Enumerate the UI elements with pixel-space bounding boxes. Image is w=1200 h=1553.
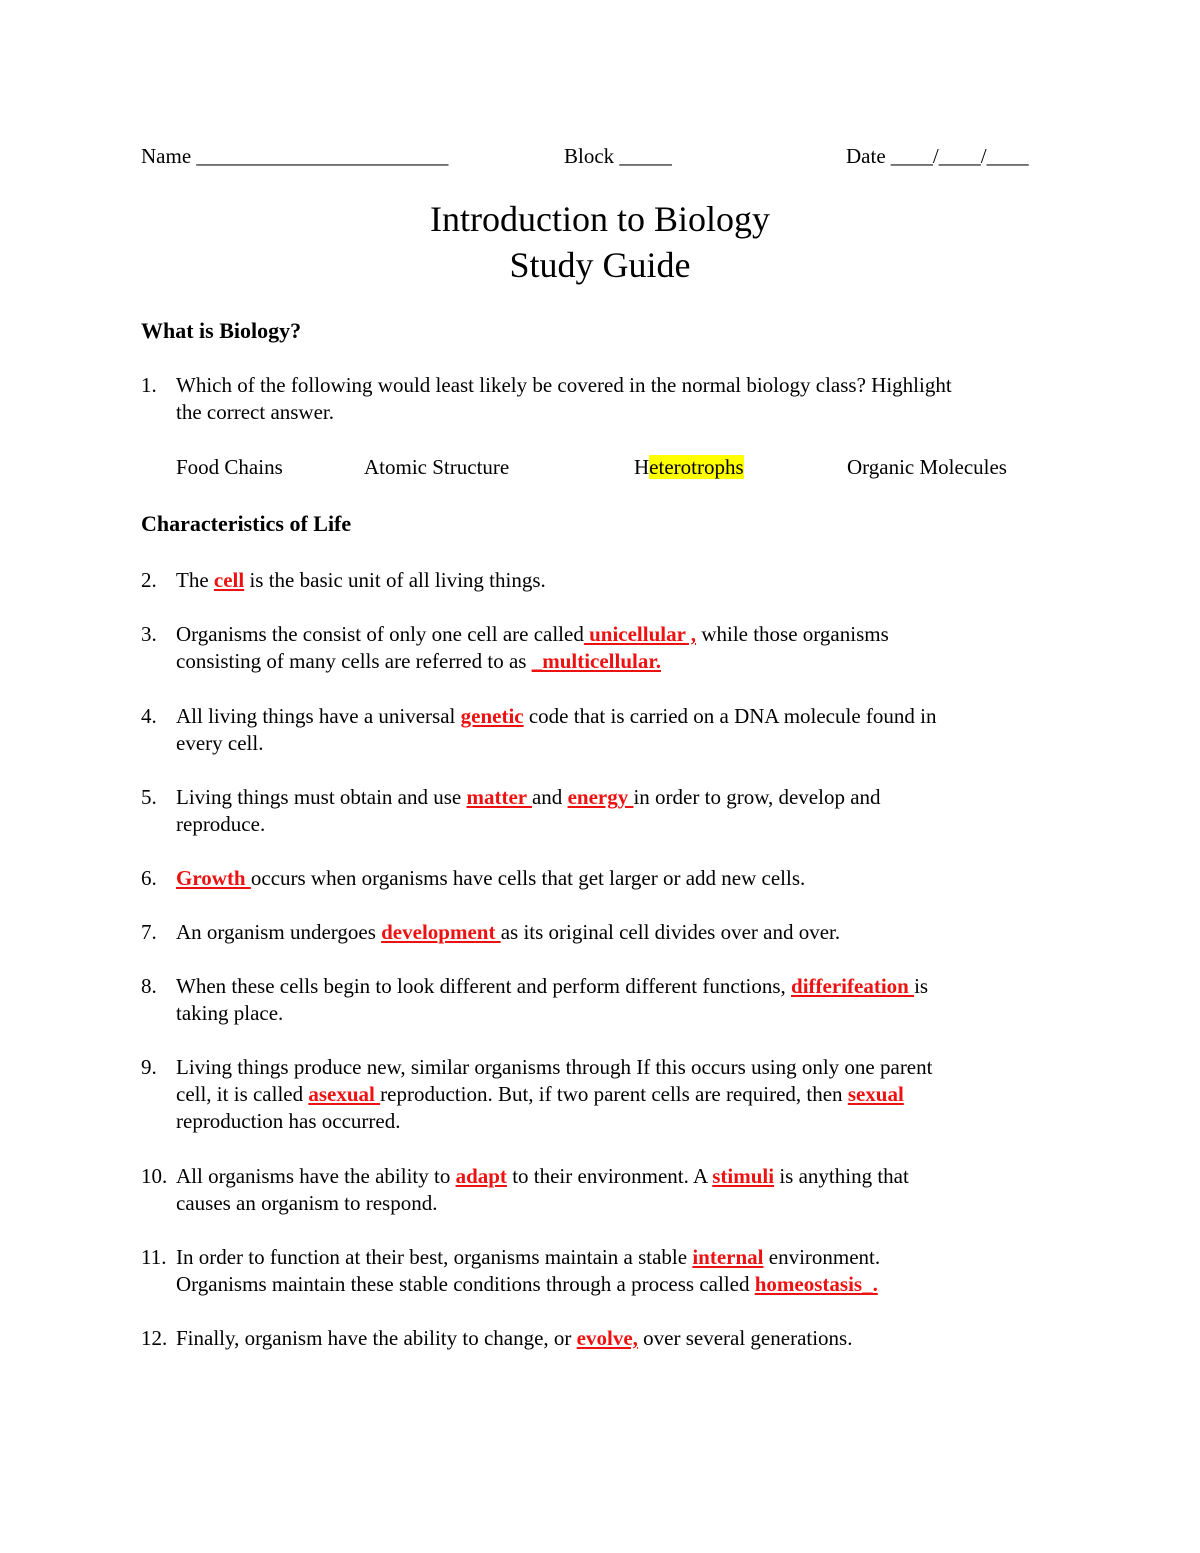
question-text: An organism undergoes — [176, 920, 382, 944]
answer-asexual: asexual — [308, 1082, 381, 1106]
answer-growth: Growth — [176, 866, 251, 890]
answer-differifeation: differifeation — [791, 974, 915, 998]
date-blank: ____/____/____ — [890, 144, 1029, 168]
answer-sexual: sexual — [847, 1082, 904, 1106]
question-text: code that is carried on a DNA molecule found in — [523, 704, 937, 728]
question-text: reproduce. — [176, 812, 266, 836]
question-number: 11. — [141, 1245, 167, 1269]
name-field — [141, 143, 448, 170]
question-text: over several generations. — [637, 1326, 853, 1350]
question-text: while those organisms — [696, 622, 889, 646]
answer-stimuli: stimuli — [712, 1164, 775, 1188]
question-text: causes an organism to respond. — [176, 1191, 438, 1215]
answer-internal: internal — [692, 1245, 764, 1269]
question-number: 9. — [141, 1055, 157, 1079]
name-label: Name — [141, 144, 192, 168]
answer-cell: cell — [213, 568, 245, 592]
answer-unicellular: unicellular , — [583, 622, 697, 646]
answer-adapt: adapt — [455, 1164, 507, 1188]
question-text: consisting of many cells are referred to as — [176, 649, 532, 673]
name-blank: ________________________ — [196, 144, 449, 168]
date-field — [846, 143, 1029, 170]
question-text: When these cells begin to look different and perform different functions, — [176, 974, 792, 998]
question-text: All living things have a universal — [176, 704, 461, 728]
question-text: In order to function at their best, organisms maintain a stable — [176, 1245, 693, 1269]
question-text: and — [531, 785, 568, 809]
question-number: 1. — [141, 373, 157, 397]
question-number: 12. — [141, 1326, 168, 1350]
question-text: the correct answer. — [176, 400, 335, 424]
option-text: H — [634, 455, 650, 479]
block-label: Block — [564, 144, 615, 168]
question-text: every cell. — [176, 731, 264, 755]
page-subtitle: Study Guide — [509, 245, 691, 285]
answer-energy: energy — [567, 785, 634, 809]
question-text: environment. — [763, 1245, 881, 1269]
question-text: taking place. — [176, 1001, 284, 1025]
answer-evolve: evolve, — [576, 1326, 638, 1350]
question-text: reproduction has occurred. — [176, 1109, 401, 1133]
page-title: Introduction to Biology — [430, 199, 770, 239]
answer-homeostasis: homeostasis_. — [754, 1272, 878, 1296]
question-number: 5. — [141, 785, 157, 809]
question-number: 10. — [141, 1164, 168, 1188]
question-text: Organisms maintain these stable conditions through a process called — [176, 1272, 755, 1296]
option-organic-molecules: Organic Molecules — [847, 455, 1007, 479]
answer-genetic: genetic — [460, 704, 524, 728]
answer-multicellular: _multicellular. — [531, 649, 662, 673]
block-blank: _____ — [619, 144, 672, 168]
question-text: cell, it is called — [176, 1082, 309, 1106]
question-text: All organisms have the ability to — [176, 1164, 456, 1188]
option-atomic-structure: Atomic Structure — [364, 455, 510, 479]
option-food-chains: Food Chains — [176, 455, 283, 479]
option-heterotrophs — [634, 454, 744, 481]
question-text: is anything that — [774, 1164, 909, 1188]
question-number: 4. — [141, 704, 157, 728]
question-number: 2. — [141, 568, 157, 592]
question-text: Organisms the consist of only one cell are called — [176, 622, 584, 646]
answer-development: development — [381, 920, 501, 944]
question-text: Finally, organism have the ability to change, or — [176, 1326, 577, 1350]
question-text: reproduction. But, if two parent cells are required, then — [380, 1082, 848, 1106]
question-number: 8. — [141, 974, 157, 998]
highlighted-answer: eterotrophs — [649, 455, 744, 479]
date-label: Date — [846, 144, 886, 168]
question-text: in order to grow, develop and — [633, 785, 881, 809]
question-text: is — [914, 974, 929, 998]
question-text: occurs when organisms have cells that get larger or add new cells. — [250, 866, 806, 890]
question-text: Which of the following would least likely be covered in the normal biology class? Highlight — [176, 373, 952, 397]
answer-matter: matter — [466, 785, 532, 809]
section-heading-characteristics: Characteristics of Life — [141, 511, 352, 536]
block-field — [564, 143, 672, 170]
section-heading-what-is-biology: What is Biology? — [141, 318, 302, 343]
question-text: The — [176, 568, 214, 592]
question-text: is the basic unit of all living things. — [244, 568, 546, 592]
question-number: 7. — [141, 920, 157, 944]
question-text: Living things produce new, similar organisms through If this occurs using only one parent — [176, 1055, 933, 1079]
question-text: to their environment. A — [506, 1164, 713, 1188]
question-number: 6. — [141, 866, 157, 890]
question-number: 3. — [141, 622, 157, 646]
question-text: as its original cell divides over and over. — [500, 920, 841, 944]
question-text: Living things must obtain and use — [176, 785, 467, 809]
